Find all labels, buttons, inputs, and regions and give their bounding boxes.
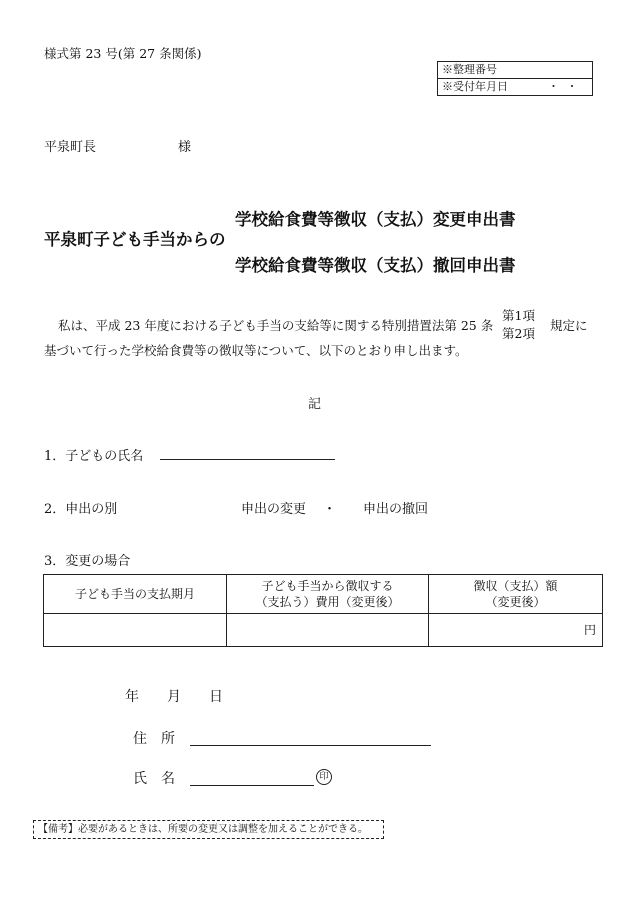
title-withdraw: 学校給食費等徴収（支払）撤回申出書 <box>235 256 516 275</box>
paragraph-option-1: 第1項 <box>502 308 535 323</box>
addressee-name: 平泉町長 <box>44 140 97 155</box>
ki-heading: 記 <box>308 397 322 412</box>
remarks-note: 【備考】必要があるときは、所要の変更又は調整を加えることができる。 <box>33 820 384 839</box>
seal-icon: 印 <box>316 769 332 785</box>
office-use-row-date <box>438 78 592 95</box>
header-collected-amount: 徴収（支払）額 （変更後） <box>429 575 603 614</box>
applicant-address-field[interactable] <box>190 745 431 746</box>
applicant-address-label: 住 所 <box>133 731 175 747</box>
signature-date: 年 月 日 <box>125 689 223 705</box>
office-use-date-dots: ・ ・ <box>548 80 580 93</box>
paragraph-option-2: 第2項 <box>502 326 535 341</box>
change-table <box>43 574 603 647</box>
office-use-box <box>437 61 593 96</box>
request-type-label: 2．申出の別 <box>44 502 118 517</box>
collected-amount-cell[interactable] <box>429 614 603 647</box>
child-name-field[interactable] <box>160 459 335 460</box>
table-row <box>44 614 603 647</box>
office-use-date-label: ※受付年月日 <box>442 80 508 93</box>
change-case-label: 3．変更の場合 <box>44 554 131 569</box>
title-prefix: 平泉町子ども手当からの <box>44 230 226 249</box>
request-withdraw-option[interactable]: 申出の撤回 <box>363 502 429 517</box>
body-line1-end: 規定に <box>550 318 588 333</box>
request-change-option[interactable]: 申出の変更 <box>241 502 307 517</box>
payment-month-cell[interactable] <box>44 614 227 647</box>
yen-unit: 円 <box>583 623 596 637</box>
office-use-number-label: ※整理番号 <box>442 63 497 76</box>
office-use-row-number <box>438 62 592 78</box>
body-line1-start: 私は、平成 23 年度における子ども手当の支給等に関する特別措置法第 25 条 <box>58 318 494 333</box>
form-number: 様式第 23 号(第 27 条関係) <box>44 46 202 61</box>
addressee-honorific: 様 <box>178 140 192 155</box>
table-header-row <box>44 575 603 614</box>
child-name-label: 1．子どもの氏名 <box>44 449 144 464</box>
title-change: 学校給食費等徴収（支払）変更申出書 <box>235 210 516 229</box>
request-option-separator: ・ <box>323 502 337 517</box>
header-collected-cost: 子ども手当から徴収する （支払う）費用（変更後） <box>227 575 429 614</box>
applicant-name-label: 氏 名 <box>133 771 175 787</box>
applicant-name-field[interactable] <box>190 785 314 786</box>
header-payment-month: 子ども手当の支払期月 <box>44 575 227 614</box>
body-line2: 基づいて行った学校給食費等の徴収等について、以下のとおり申し出ます。 <box>44 343 468 358</box>
collected-cost-cell[interactable] <box>227 614 429 647</box>
